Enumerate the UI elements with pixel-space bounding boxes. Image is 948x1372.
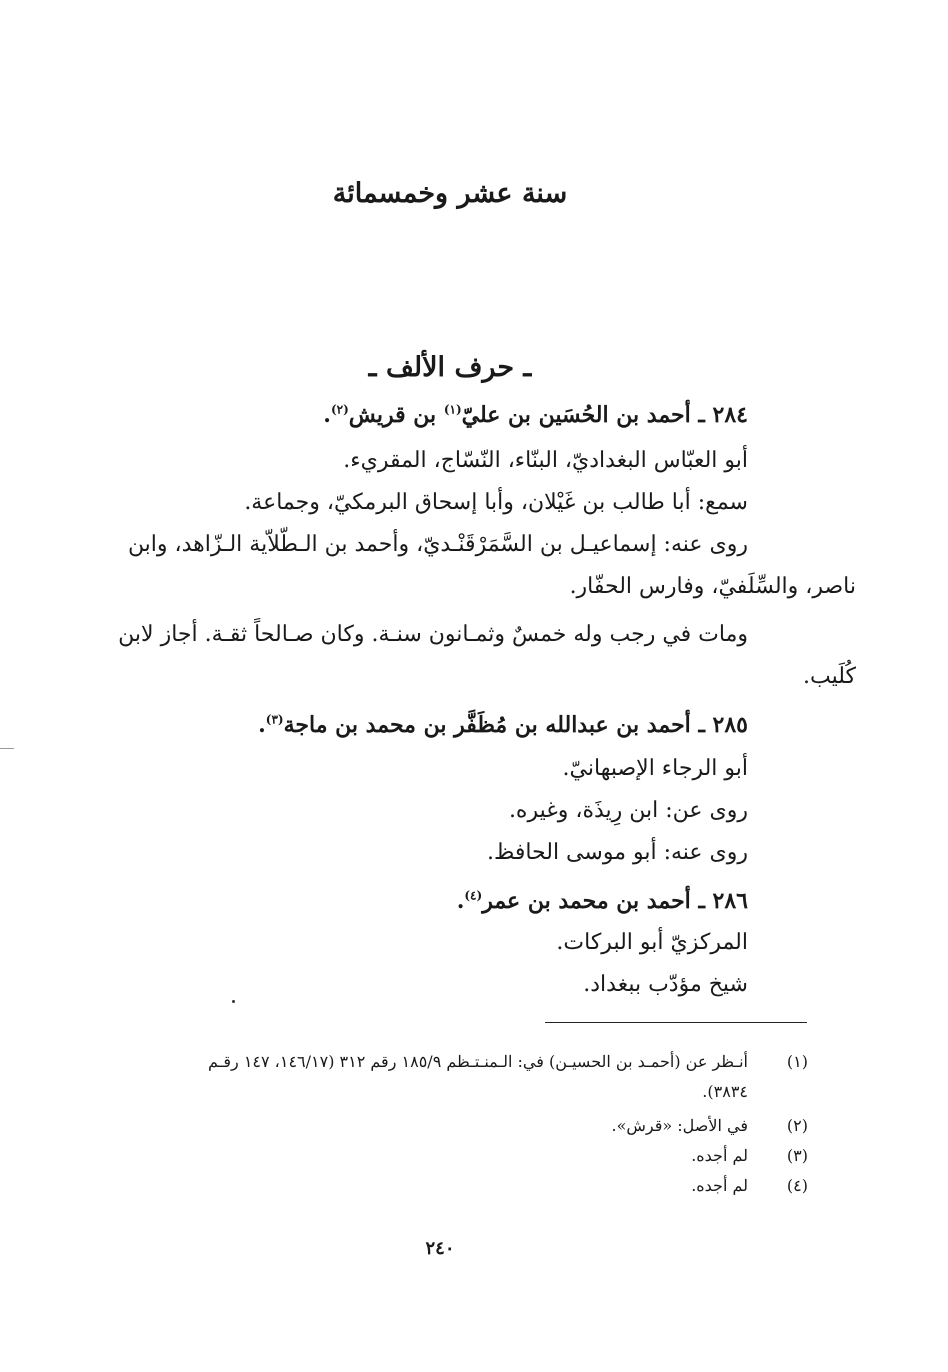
entry-286-heading <box>457 888 748 914</box>
year-section-title: سنة عشر وخمسمائة <box>332 178 568 209</box>
letter-chapter-title: ـ حرف الألف ـ <box>368 352 532 383</box>
entry-285-heading <box>258 712 748 738</box>
entry-line: ومات في رجب وله خمسٌ وثمـانون سنـة. وكان صـالحاً ثقـة. أجاز لابن <box>118 622 748 647</box>
entry-heading-text: ٢٨٤ ـ أحمد بن الحُسَين بن عليّ <box>461 402 748 428</box>
footnote-text: لم أجده. <box>691 1146 748 1165</box>
footnote-text: لم أجده. <box>691 1176 748 1195</box>
margin-mark <box>0 748 14 749</box>
entry-line: شيخ مؤدّب ببغداد. <box>583 972 748 997</box>
footnote-text: أنـظر عن (أحمـد بن الحسيـن) في: الـمنـتـظم ١٨٥/٩ رقم ٣١٢ (١٤٦/١٧، ١٤٧ رقـم <box>208 1052 748 1071</box>
entry-heading-text: ٢٨٦ ـ أحمد بن محمد بن عمر <box>482 888 748 914</box>
entry-heading-end: . <box>323 402 331 428</box>
entry-line: كُلَيب. <box>803 664 856 689</box>
entry-line: روى عنه: إسماعيـل بن السَّمَرْقَنْـديّ، وأحمد بن الـطّلاّية الـزّاهد، وابن <box>127 532 748 557</box>
entry-line: سمع: أبا طالب بن غَيْلان، وأبا إسحاق البرمكيّ، وجماعة. <box>244 490 748 515</box>
footnote-text: في الأصل: «قرش». <box>611 1116 748 1135</box>
footnote-number: (٢) <box>786 1116 808 1135</box>
entry-heading-end: . <box>258 712 266 738</box>
entry-heading-text: بن قريش <box>348 402 444 428</box>
footnote-number: (١) <box>786 1052 808 1071</box>
entry-line: أبو الرجاء الإصبهانيّ. <box>562 756 748 781</box>
footnote-ref-2[interactable]: (٢) <box>330 402 349 417</box>
entry-heading-end: . <box>456 888 465 914</box>
footnote-ref-3[interactable]: (٣) <box>265 712 284 727</box>
entry-284-heading <box>323 402 748 428</box>
entry-line: أبو العبّاس البغداديّ، البنّاء، النّسّاج، المقريء. <box>343 448 748 473</box>
entry-line: روى عن: ابن رِيذَة، وغيره. <box>508 798 748 823</box>
footnote-ref-1[interactable]: (١) <box>443 402 462 417</box>
entry-line: روى عنه: أبو موسى الحافظ. <box>486 840 748 865</box>
entry-heading-text: ٢٨٥ ـ أحمد بن عبدالله بن مُظَفَّر بن محمد بن ماجة <box>283 712 748 738</box>
footnote-ref-4[interactable]: (٤) <box>464 888 483 903</box>
footnote-number: (٤) <box>786 1176 808 1195</box>
footnote-number: (٣) <box>786 1146 808 1165</box>
entry-line: ناصر، والسِّلَفيّ، وفارس الحفّار. <box>569 574 856 599</box>
footnote-separator <box>545 1022 807 1023</box>
stray-dot <box>232 1000 235 1003</box>
entry-line: المركزيّ أبو البركات. <box>556 930 748 955</box>
page-number: ٢٤٠ <box>425 1238 455 1259</box>
footnote-text: ٣٨٣٤). <box>702 1082 748 1101</box>
